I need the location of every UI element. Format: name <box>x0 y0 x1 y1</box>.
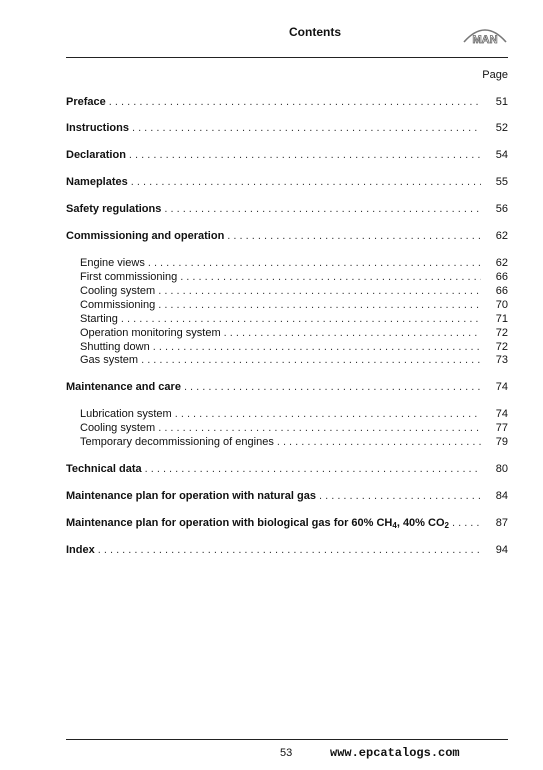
toc-leader-dots <box>148 257 481 269</box>
toc-leader-dots <box>184 381 481 393</box>
toc-entry-page: 71 <box>495 313 508 325</box>
toc-entry-page: 51 <box>495 96 508 108</box>
toc-leader-dots <box>131 176 481 188</box>
toc-leader-dots <box>132 122 481 134</box>
bottom-rule <box>66 739 508 740</box>
toc-entry-label: Cooling system <box>80 422 156 434</box>
toc-leader-dots <box>109 96 481 108</box>
toc-leader-dots <box>145 463 481 475</box>
toc-entry-label: Starting <box>80 313 118 325</box>
toc-leader-dots <box>98 544 481 556</box>
toc-entry-page: 52 <box>495 122 508 134</box>
toc-leader-dots <box>175 408 481 420</box>
toc-entry[interactable] <box>80 327 508 341</box>
toc-entry[interactable] <box>80 408 508 422</box>
toc-entry-label: Temporary decommissioning of engines <box>80 436 274 448</box>
toc-entry-page: 74 <box>495 381 508 393</box>
toc-entry[interactable] <box>80 313 508 327</box>
toc-entry[interactable] <box>66 230 508 244</box>
toc-entry[interactable] <box>66 544 508 558</box>
toc-leader-dots <box>452 517 481 529</box>
toc-entry[interactable] <box>80 285 508 299</box>
toc-entry-label: Lubrication system <box>80 408 172 420</box>
toc-entry-page: 72 <box>495 327 508 339</box>
toc-entry-page: 74 <box>495 408 508 420</box>
toc-entry-page: 79 <box>495 436 508 448</box>
toc-entry-label: Preface <box>66 96 106 108</box>
toc-entry-page: 84 <box>495 490 508 502</box>
toc-entry-label: Cooling system <box>80 285 156 297</box>
footer-page-number: 53 <box>280 747 293 759</box>
footer-url[interactable]: www.epcatalogs.com <box>330 746 460 760</box>
toc-leader-dots <box>129 149 481 161</box>
toc-leader-dots <box>158 285 481 297</box>
toc-entry-page: 72 <box>495 341 508 353</box>
toc-entry-page: 62 <box>495 257 508 269</box>
toc-leader-dots <box>121 313 481 325</box>
toc-entry-page: 87 <box>495 517 508 529</box>
toc-entry-label: Maintenance plan for operation with biological gas for 60% $CH_4$, 40% $CO_2$ <box>66 517 449 530</box>
toc-entry-page: 55 <box>495 176 508 188</box>
toc-leader-dots <box>141 354 481 366</box>
toc-entry-page: 66 <box>495 285 508 297</box>
toc-entry[interactable] <box>66 203 508 217</box>
toc-entry-label: Engine views <box>80 257 145 269</box>
toc-entry[interactable] <box>80 257 508 271</box>
toc-entry-label: Safety regulations <box>66 203 162 215</box>
toc-entry-label: Instructions <box>66 122 129 134</box>
logo-text: MAN <box>472 34 498 46</box>
toc-entry-page: 54 <box>495 149 508 161</box>
toc-entry-label: Declaration <box>66 149 126 161</box>
toc-entry-label: Maintenance and care <box>66 381 181 393</box>
toc-entry[interactable] <box>66 381 508 395</box>
toc-entry-page: 70 <box>495 299 508 311</box>
toc-entry-label: Maintenance plan for operation with natural gas <box>66 490 316 502</box>
toc-entry[interactable] <box>66 149 508 163</box>
toc-entry[interactable] <box>66 122 508 136</box>
toc-entry[interactable] <box>80 299 508 313</box>
toc-entry[interactable] <box>80 354 508 368</box>
toc-entry-page: 73 <box>495 354 508 366</box>
toc-entry-label: Shutting down <box>80 341 150 353</box>
page-column-label: Page <box>482 69 508 81</box>
toc-leader-dots <box>153 341 481 353</box>
toc-entry-page: 80 <box>495 463 508 475</box>
toc-entry-page: 56 <box>495 203 508 215</box>
toc-entry-page: 66 <box>495 271 508 283</box>
toc-entry-label: Commissioning and operation <box>66 230 225 242</box>
toc-entry[interactable] <box>66 490 508 504</box>
toc-entry-label: Gas system <box>80 354 139 366</box>
toc-entry[interactable] <box>66 463 508 477</box>
page-title: Contents <box>289 25 341 39</box>
toc-leader-dots <box>319 490 481 502</box>
toc-leader-dots <box>227 230 481 242</box>
toc-entry[interactable] <box>66 96 508 110</box>
toc-leader-dots <box>224 327 481 339</box>
toc-entry[interactable] <box>66 176 508 190</box>
toc-entry[interactable] <box>66 517 508 531</box>
toc-leader-dots <box>158 422 481 434</box>
toc-entry-label: Nameplates <box>66 176 128 188</box>
toc-entry[interactable] <box>80 422 508 436</box>
toc-entry[interactable] <box>80 341 508 355</box>
toc-leader-dots <box>164 203 481 215</box>
top-rule <box>66 57 508 58</box>
toc-entry-page: 77 <box>495 422 508 434</box>
toc-entry[interactable] <box>80 436 508 450</box>
toc-leader-dots <box>158 299 481 311</box>
toc-entry-label: Commissioning <box>80 299 156 311</box>
toc-leader-dots <box>180 271 481 283</box>
toc-entry[interactable] <box>80 271 508 285</box>
toc-entry-label: Operation monitoring system <box>80 327 221 339</box>
toc-entry-label: First commissioning <box>80 271 178 283</box>
toc-entry-page: 94 <box>495 544 508 556</box>
toc-entry-page: 62 <box>495 230 508 242</box>
toc-leader-dots <box>277 436 481 448</box>
toc-entry-label: Technical data <box>66 463 142 475</box>
man-logo <box>462 24 508 46</box>
toc-entry-label: Index <box>66 544 95 556</box>
